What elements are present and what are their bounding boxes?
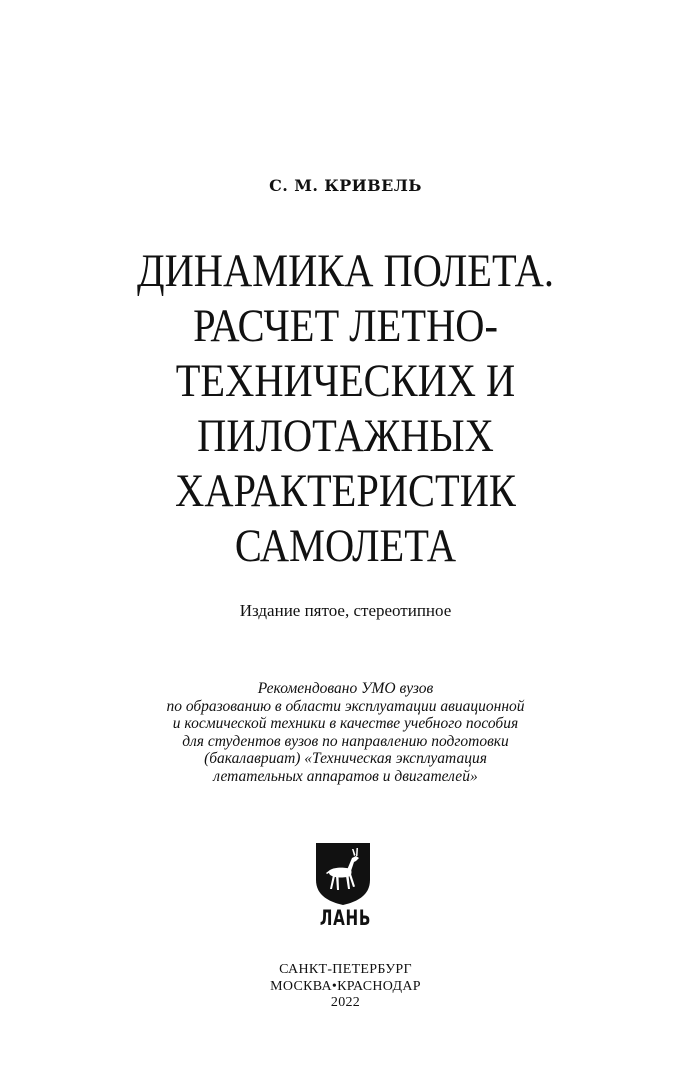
publisher-name: ЛАНЬ (319, 906, 372, 930)
imprint-city: САНКТ-ПЕТЕРБУРГ (279, 962, 412, 977)
title-line: ДИНАМИКА ПОЛЕТА. (137, 245, 554, 297)
recommendation-text (0, 680, 691, 786)
recommendation-line: и космической техники в качестве учебного пособия (172, 715, 519, 733)
edition-note: Издание пятое, стереотипное (239, 601, 452, 620)
author-name: С. М. КРИВЕЛЬ (269, 176, 422, 195)
recommendation-line: Рекомендовано УМО вузов (257, 680, 434, 697)
book-title (48, 244, 642, 574)
recommendation-line: летательных аппаратов и двигателей» (213, 767, 478, 785)
recommendation-line: по образованию в области эксплуатации авиационной (166, 697, 525, 715)
title-line: ПИЛОТАЖНЫХ (197, 410, 494, 462)
deer-shield-icon (312, 840, 374, 906)
title-line: ХАРАКТЕРИСТИК (175, 465, 516, 517)
title-line: САМОЛЕТА (234, 520, 457, 572)
recommendation-line: для студентов вузов по направлению подготовки (182, 732, 509, 750)
imprint-city: МОСКВА•КРАСНОДАР (270, 978, 421, 994)
title-line: РАСЧЕТ ЛЕТНО- (193, 300, 498, 352)
imprint (0, 962, 691, 1012)
title-line: ТЕХНИЧЕСКИХ И (175, 355, 516, 407)
imprint-year: 2022 (330, 995, 361, 1010)
recommendation-line: (бакалавриат) «Техническая эксплуатация (204, 750, 487, 768)
